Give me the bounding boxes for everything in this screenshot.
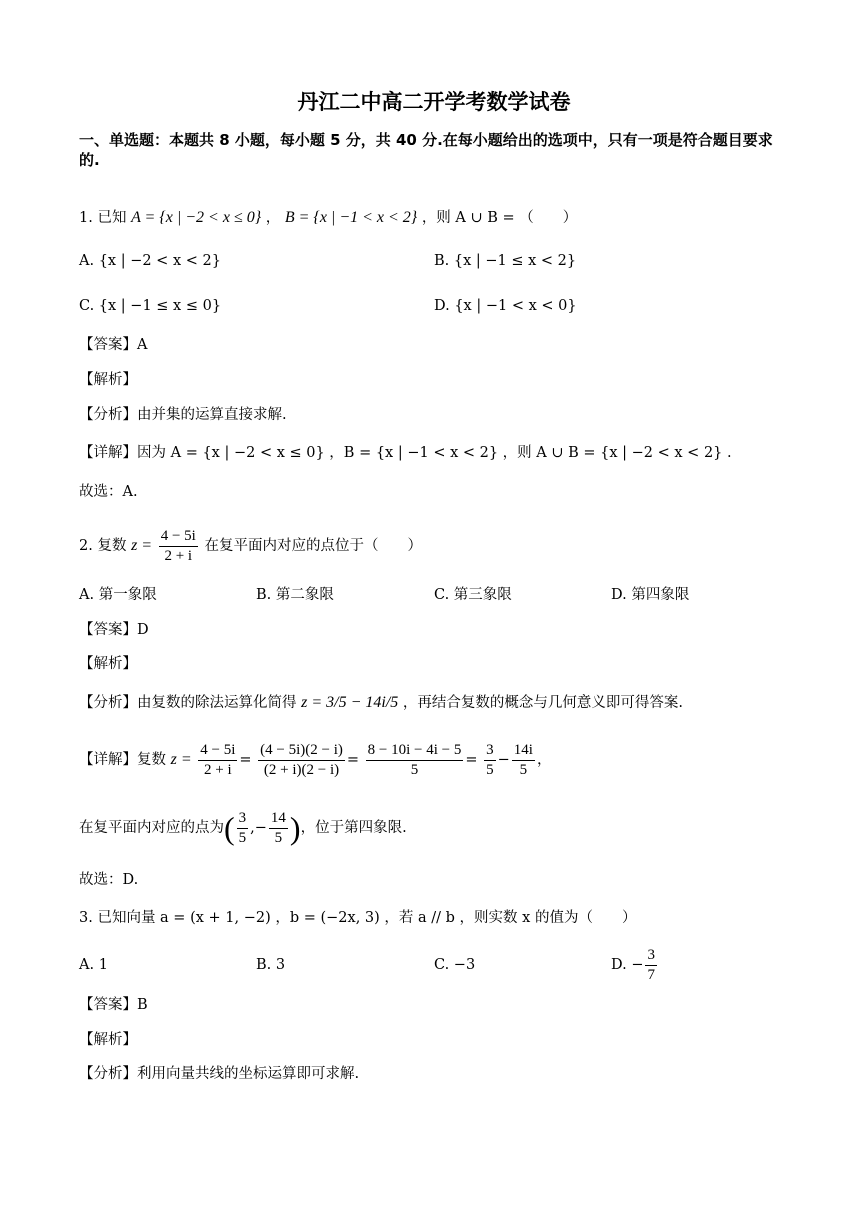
q2-fenxi-expr: z = 3/5 − 14i/5 — [301, 694, 399, 711]
q3-option-d-label: D. − — [611, 957, 644, 973]
q3-stem: 3. 已知向量 a = (x + 1, −2) ，b = (−2x, 3) ，若 a // b ，则实数 x 的值为（ ） — [79, 910, 637, 926]
q3-option-d-num: 3 — [645, 947, 657, 966]
q2-fraction — [159, 528, 198, 565]
q3-option-d-den: 7 — [647, 966, 655, 983]
q2-step4 — [484, 742, 496, 779]
q2-frac-den: 2 + i — [164, 547, 193, 564]
q2-step5 — [512, 742, 535, 779]
q2-fenxi — [79, 693, 683, 713]
q2-stem-suffix: 在复平面内对应的点位于（ ） — [204, 538, 422, 554]
q3-option-c: C. −3 — [434, 957, 476, 973]
answer-label: 【答案】 — [79, 622, 137, 638]
q1-stem: 1. 已知 A = {x | −2 < x ≤ 0} ， B = {x | −1 < x < 2} ，则 A ∪ B = （ ） — [79, 209, 578, 226]
guxuan-label: 故选： — [79, 484, 123, 500]
q2-xiangjie-z: z = — [170, 751, 192, 768]
q2-guxuan — [79, 870, 138, 890]
q1-analysis-label: 【解析】 — [79, 372, 137, 388]
q2-option-b: B. 第二象限 — [256, 587, 334, 603]
q3-option-d — [611, 942, 659, 988]
q2-stem — [79, 526, 422, 566]
page-title: 丹江二中高二开学考数学试卷 — [297, 90, 571, 114]
q3-answer-value: B — [137, 997, 148, 1013]
q2-point-x — [237, 810, 249, 847]
q1-answer-value: A — [137, 337, 148, 353]
q1-option-b: B. {x | −1 ≤ x < 2} — [434, 253, 577, 269]
xiangjie-label: 【详解】 — [79, 752, 137, 768]
q3-analysis-label: 【解析】 — [79, 1032, 137, 1048]
q2-fenxi-suffix: ，再结合复数的概念与几何意义即可得答案. — [402, 695, 683, 711]
q2-point: 在复平面内对应的点为( $\frac{3}{5}$ ,− $\frac{14}{5}$ )，位于第四象限. — [79, 809, 407, 846]
q2-option-d: D. 第四象限 — [611, 587, 690, 603]
q1-option-d: D. {x | −1 < x < 0} — [434, 298, 577, 314]
q1-option-c: C. {x | −1 ≤ x ≤ 0} — [79, 298, 222, 314]
fenxi-label: 【分析】 — [79, 407, 137, 423]
q2-point-suffix: ，位于第四象限. — [300, 820, 407, 836]
q2-xiangjie: 【详解】复数 z = $\frac{4 - 5i}{2 + i}$ = $\frac{(4 - 5i)(2 - i)}{(2 + i)(2 - i)}$ = $\frac{8 - 10i - 4i - 5}{5}$ = $\frac{3}{5}$ − $\frac{14i}{5}$ ， — [79, 741, 552, 778]
guxuan-label: 故选： — [79, 872, 123, 888]
q2-step5-num: 14i — [512, 742, 535, 761]
q2-step4-den: 5 — [486, 761, 494, 778]
q1-answer — [79, 335, 147, 355]
q2-option-c: C. 第三象限 — [434, 587, 512, 603]
q1-xiangjie — [79, 443, 732, 463]
q1-stem-suffix: ，则 A ∪ B = （ ） — [421, 210, 578, 226]
answer-label: 【答案】 — [79, 337, 137, 353]
q1-option-a: A. {x | −2 < x < 2} — [79, 253, 221, 269]
q2-stem-prefix: 2. 复数 — [79, 538, 127, 554]
q2-point-x-num: 3 — [237, 810, 249, 829]
q3-fenxi-text: 利用向量共线的坐标运算即可求解. — [137, 1066, 360, 1082]
q2-point-y-den: 5 — [274, 829, 283, 846]
fenxi-label: 【分析】 — [79, 1066, 137, 1082]
q2-fenxi-prefix: 由复数的除法运算化简得 — [137, 695, 297, 711]
xiangjie-label: 【详解】 — [79, 445, 137, 461]
q1-xiangjie-text: 因为 A = {x | −2 < x ≤ 0} ，B = {x | −1 < x < 2} ，则 A ∪ B = {x | −2 < x < 2} . — [137, 445, 732, 461]
q2-step2-num: (4 − 5i)(2 − i) — [258, 742, 345, 761]
q2-step1-den: 2 + i — [204, 761, 232, 778]
q2-step3 — [366, 742, 464, 779]
q2-step5-den: 5 — [519, 761, 528, 778]
q2-guxuan-value: D. — [122, 872, 139, 888]
q1-guxuan-value: A. — [122, 484, 138, 500]
q3-option-b: B. 3 — [256, 957, 286, 973]
q2-answer — [79, 620, 149, 640]
q2-step3-num: 8 − 10i − 4i − 5 — [366, 742, 464, 761]
q2-answer-value: D — [137, 622, 149, 638]
section-heading: 一、单选题：本题共 8 小题，每小题 5 分，共 40 分.在每小题给出的选项中，只有一项是符合题目要求的. — [79, 131, 773, 169]
fenxi-label: 【分析】 — [79, 695, 137, 711]
q2-point-x-den: 5 — [238, 829, 247, 846]
q3-option-a: A. 1 — [79, 957, 108, 973]
q2-step2 — [258, 742, 345, 779]
q2-point-y-num: 14 — [269, 810, 288, 829]
q2-step2-den: (2 + i)(2 − i) — [263, 761, 340, 778]
q1-fenxi-text: 由并集的运算直接求解. — [137, 407, 287, 423]
q1-set-b: B = {x | −1 < x < 2} — [284, 209, 418, 226]
q1-set-a: A = {x | −2 < x ≤ 0} — [131, 209, 262, 226]
q2-step3-den: 5 — [410, 761, 419, 778]
q2-step4-num: 3 — [484, 742, 496, 761]
q3-fenxi — [79, 1064, 359, 1084]
q2-step1-num: 4 − 5i — [198, 742, 237, 761]
q2-point-prefix: 在复平面内对应的点为 — [79, 820, 224, 836]
q2-step1 — [198, 742, 237, 779]
q2-point-y — [269, 810, 288, 847]
q3-option-d-frac — [645, 947, 657, 984]
q1-fenxi — [79, 405, 287, 425]
q2-option-a: A. 第一象限 — [79, 587, 157, 603]
q3-answer — [79, 995, 148, 1015]
q1-stem-prefix: 1. 已知 — [79, 210, 127, 226]
q2-xiangjie-prefix: 复数 — [137, 752, 166, 768]
q2-z-eq: z = — [131, 537, 153, 554]
q1-guxuan — [79, 482, 138, 502]
q2-analysis-label: 【解析】 — [79, 656, 137, 672]
q2-frac-num: 4 − 5i — [159, 528, 198, 547]
answer-label: 【答案】 — [79, 997, 137, 1013]
